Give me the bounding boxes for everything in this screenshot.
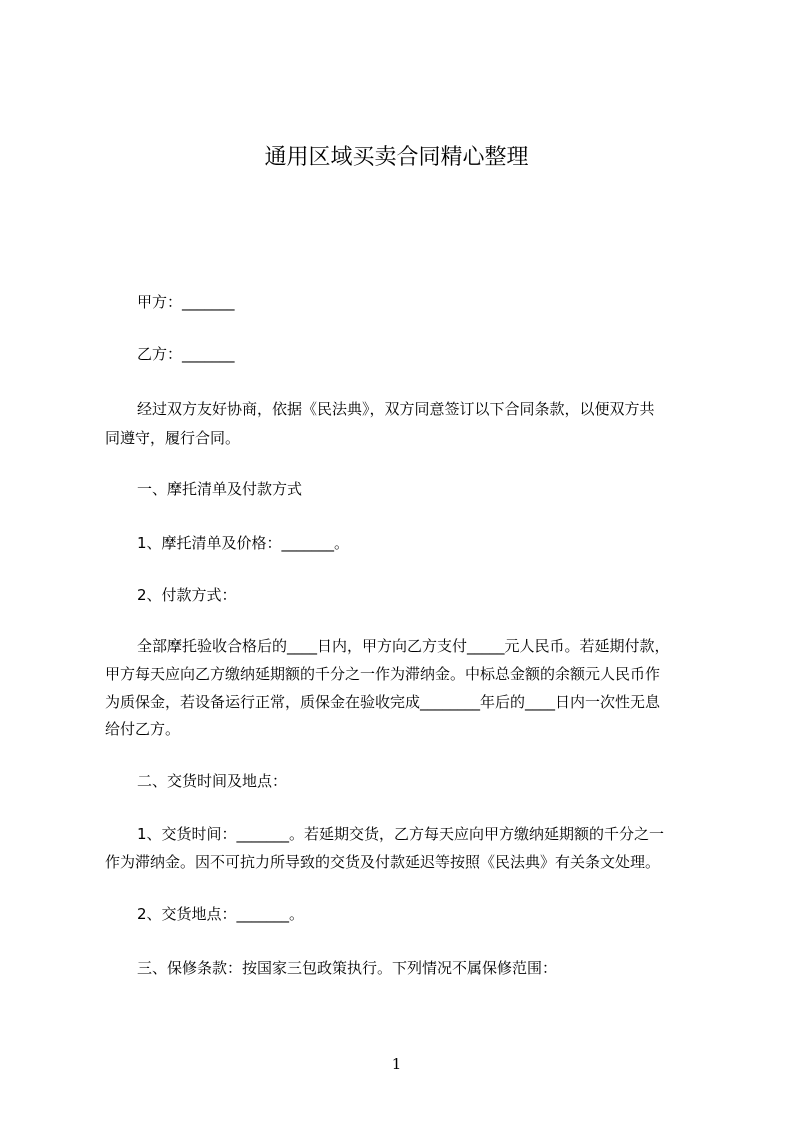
payment-para-line-3: 为质保金，若设备运行正常，质保金在验收完成________年后的____日内一次性无息	[105, 693, 661, 711]
section-3-heading: 三、保修条款：按国家三包政策执行。下列情况不属保修范围：	[137, 959, 558, 977]
delivery-time-line-2: 作为滞纳金。因不可抗力所导致的交货及付款延迟等按照《民法典》有关条文处理。	[105, 853, 661, 871]
section-1-item-1: 1、摩托清单及价格：_______。	[137, 534, 350, 552]
party-b-line: 乙方：_______	[137, 345, 235, 363]
page-number: 1	[391, 1055, 402, 1073]
payment-para-line-1: 全部摩托验收合格后的____日内，甲方向乙方支付_____元人民币。若延期付款，	[137, 637, 670, 655]
section-1-item-2: 2、付款方式：	[137, 586, 237, 604]
delivery-place-line: 2、交货地点：_______。	[137, 905, 305, 923]
payment-para-line-2: 甲方每天应向乙方缴纳延期额的千分之一作为滞纳金。中标总金额的余额元人民币作	[105, 665, 661, 683]
document-title: 通用区域买卖合同精心整理	[264, 145, 529, 170]
section-2-heading: 二、交货时间及地点：	[137, 772, 288, 790]
section-1-heading: 一、摩托清单及付款方式	[137, 480, 303, 498]
payment-para-line-4: 给付乙方。	[105, 720, 181, 738]
delivery-time-line-1: 1、交货时间：_______。若延期交货，乙方每天应向甲方缴纳延期额的千分之一	[137, 825, 665, 843]
intro-line-2: 同遵守，履行合同。	[105, 429, 241, 447]
intro-line-1: 经过双方友好协商，依据《民法典》，双方同意签订以下合同条款，以便双方共	[137, 400, 655, 418]
party-a-line: 甲方：_______	[137, 293, 235, 311]
